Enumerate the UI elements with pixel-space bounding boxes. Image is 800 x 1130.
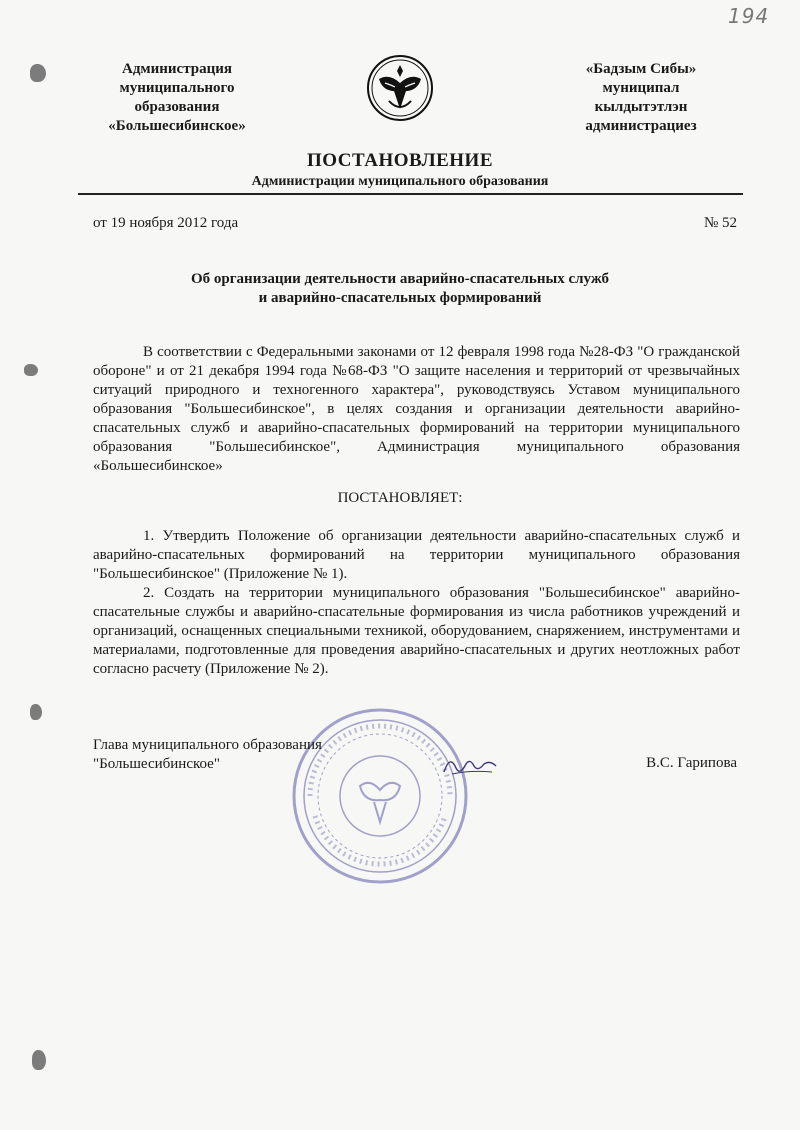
document-number: № 52 (703, 215, 737, 231)
document-title (0, 270, 800, 308)
signatory-position-line: Глава муниципального образования (93, 737, 322, 753)
header-right-line: кылдытэтлэн (594, 99, 688, 115)
udmurtia-coat-of-arms-emblem (367, 53, 433, 123)
header-left-line: муниципального (119, 80, 235, 96)
punch-hole-mark (30, 64, 46, 82)
punch-hole-mark (32, 1050, 46, 1070)
preamble-section (93, 343, 740, 476)
signatory-position (93, 736, 322, 774)
header-left-russian (92, 60, 262, 136)
decree-word: ПОСТАНОВЛЯЕТ: (337, 490, 463, 506)
document-title-line: и аварийно-спасательных формирований (258, 290, 542, 306)
decree-item: 1. Утвердить Положение об организации деятельности аварийно-спасательных служб и аварийно-спасательных формирований на территории муниципального образования "Большесибинское" (Приложение № 1). (93, 528, 740, 582)
header-right-line: муниципал (602, 80, 680, 96)
header-right-line: администрациез (585, 118, 697, 134)
header-left-line: Администрация (121, 61, 233, 77)
handwritten-signature (440, 750, 500, 780)
official-seal-stamp (290, 706, 470, 886)
punch-hole-mark (30, 704, 42, 720)
signatory-position-line: "Большесибинское" (93, 756, 220, 772)
header-right-line: «Бадзым Сибы» (585, 61, 697, 77)
header-divider (78, 193, 743, 195)
signatory-name: В.С. Гарипова (646, 755, 737, 771)
decree-item: 2. Создать на территории муниципального образования "Большесибинское" аварийно-спасательные службы и аварийно-спасательные формирования из числа работников учреждений и организаций, оснащенных специальными техникой, оборудованием, снаряжением, инструментами и материалами, подготовленные для проведения аварийно-спасательных и других неотложных работ согласно расчету (Приложение № 2). (93, 585, 740, 677)
decree-items (93, 527, 740, 679)
document-date: от 19 ноября 2012 года (93, 215, 239, 231)
handwritten-page-number: 194 (728, 4, 770, 28)
header-left-line: образования (134, 99, 220, 115)
header-right-udmurt (566, 60, 716, 136)
document-subtitle: Администрации муниципального образования (251, 174, 549, 189)
document-title-line: Об организации деятельности аварийно-спасательных служб (190, 271, 609, 287)
header-left-line: «Большесибинское» (108, 118, 246, 134)
preamble-paragraph: В соответствии с Федеральными законами от 12 февраля 1998 года №28-ФЗ "О гражданской обороне" и от 21 декабря 1994 года №68-ФЗ "О защите населения и территорий от чрезвычайных ситуаций природного и техногенного характера", руководствуясь Уставом муниципального образования "Большесибинское", в целях создания и организации деятельности аварийно-спасательных служб и аварийно-спасательных формирований на территории муниципального образования "Большесибинское", Администрация муниципального образования «Большесибинское» (93, 344, 740, 474)
punch-hole-mark (24, 364, 38, 376)
document-type-heading: ПОСТАНОВЛЕНИЕ (306, 150, 494, 171)
